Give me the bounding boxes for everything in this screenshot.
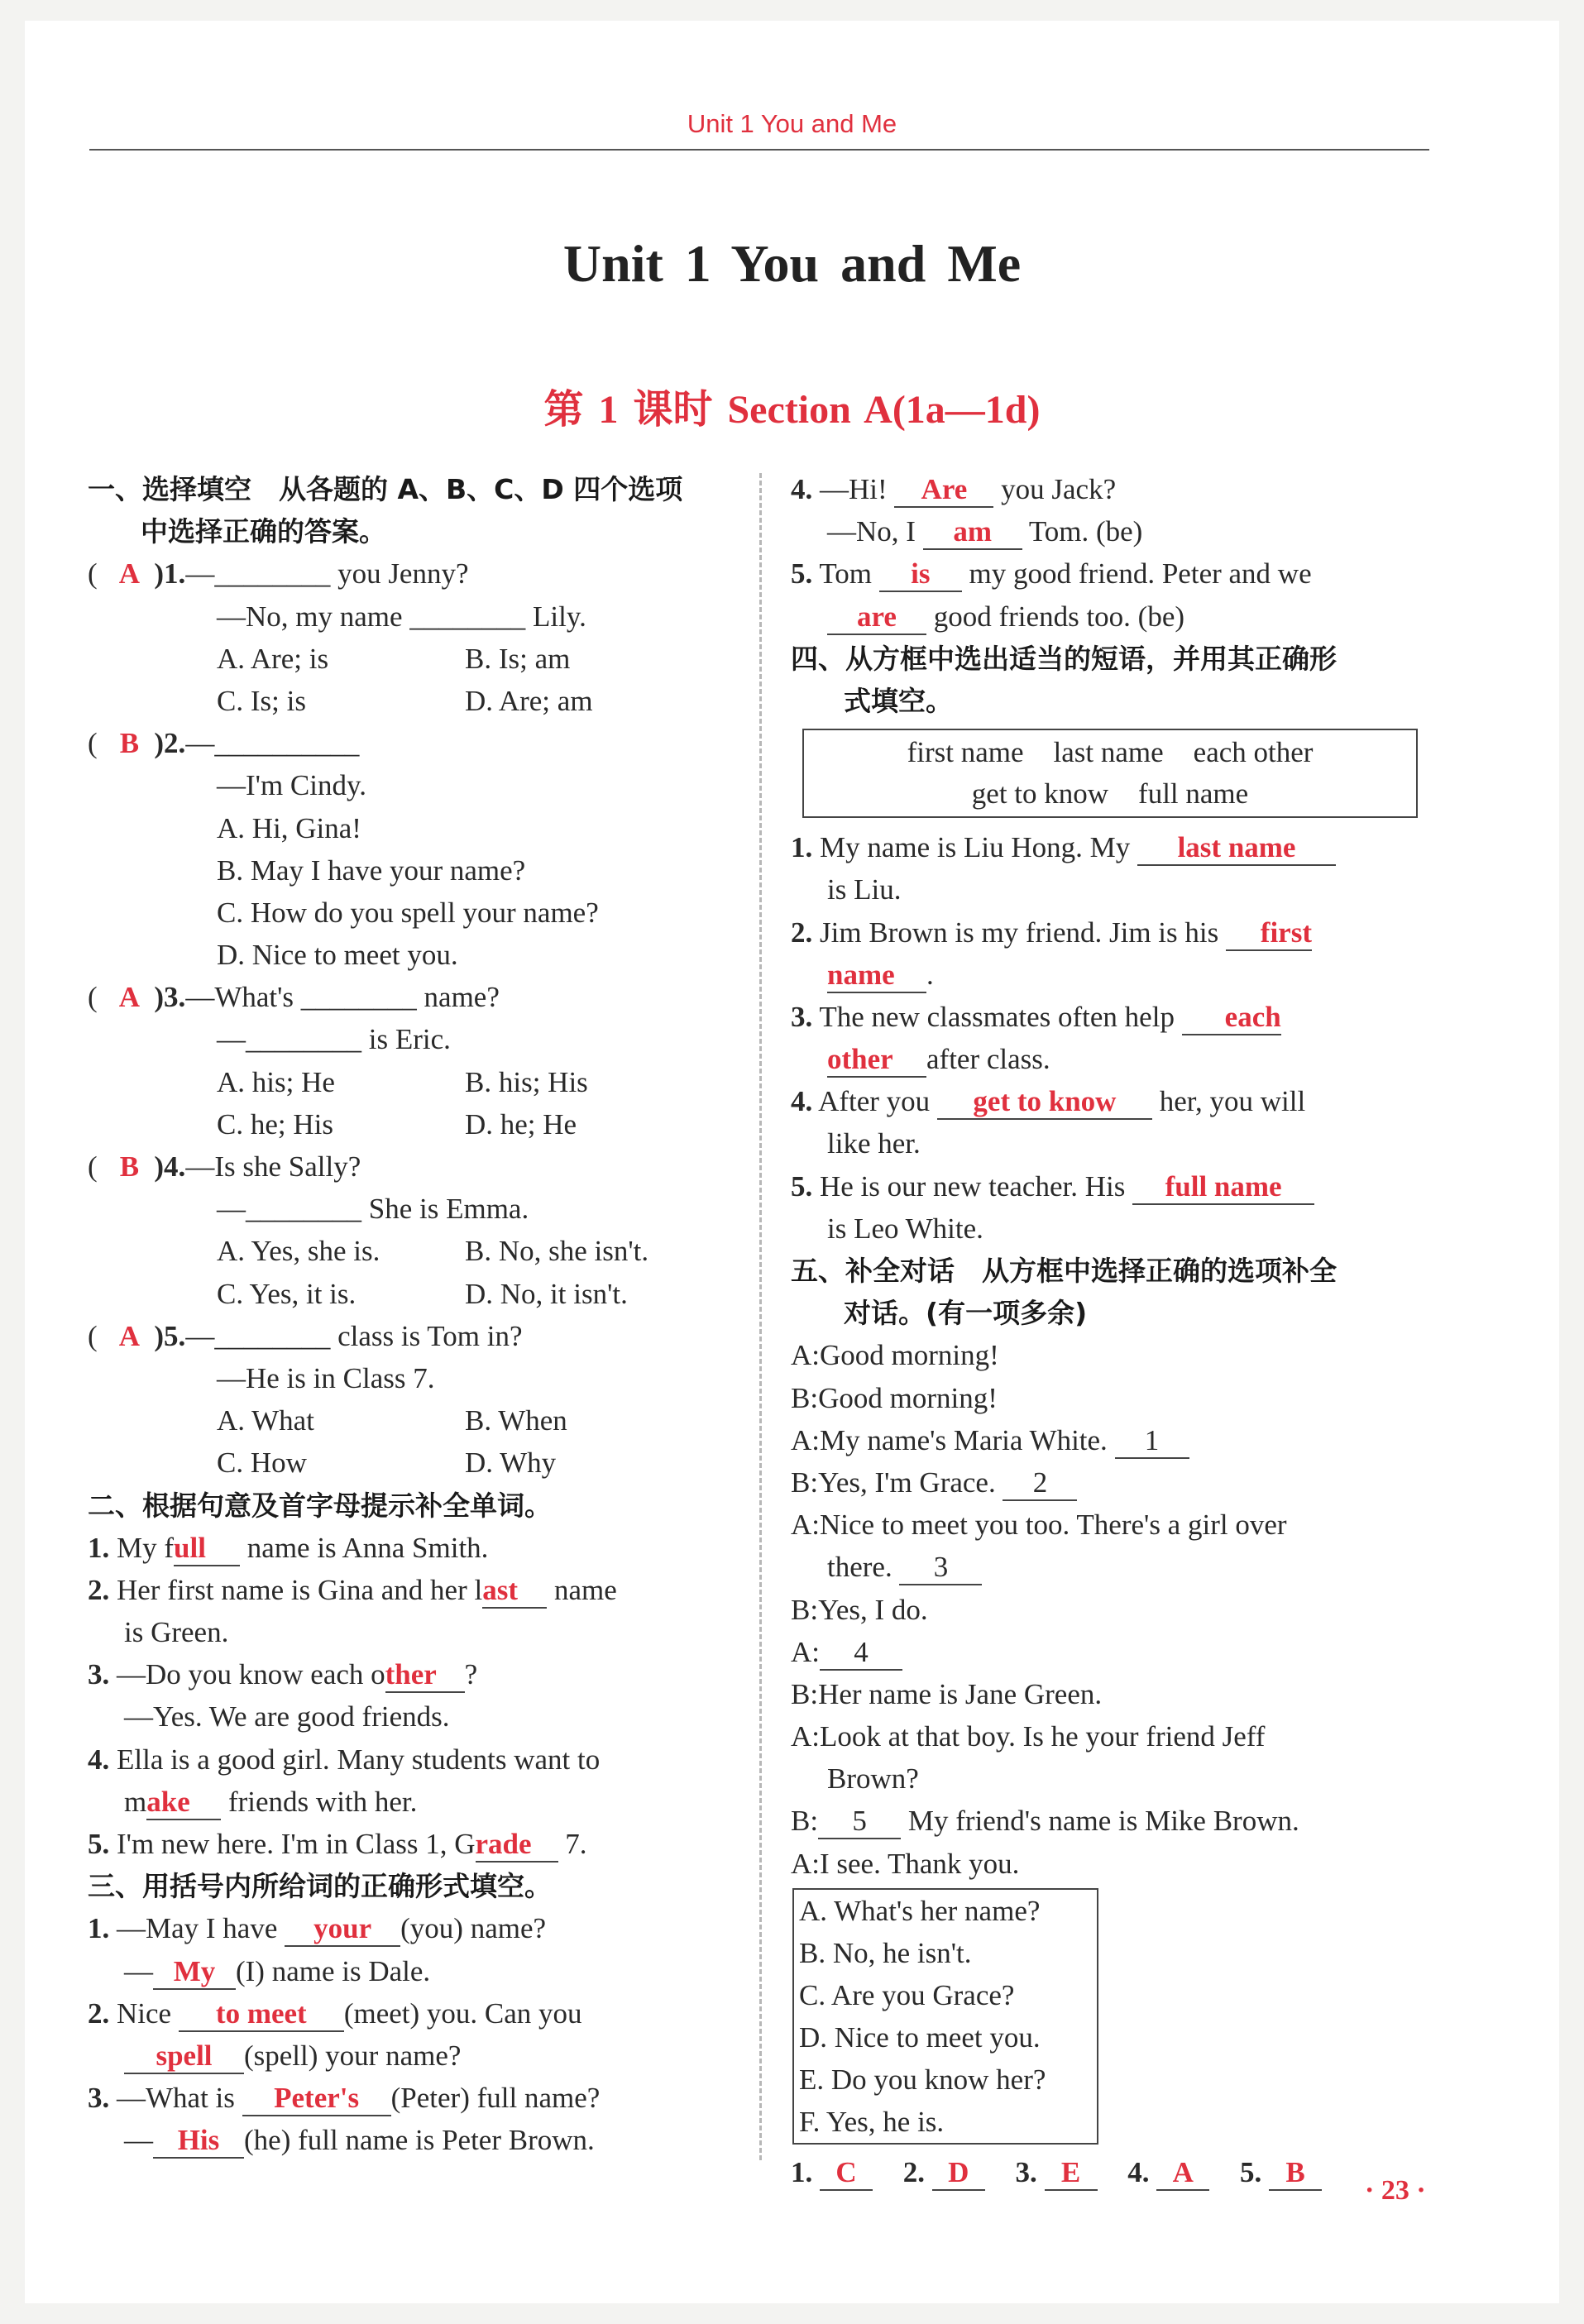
left-column [88, 468, 733, 2162]
mc-question-1: ( A )1.—________ you Jenny? [88, 552, 733, 595]
mc-question-3-options-ab: A. his; He B. his; His [217, 1065, 588, 1098]
section3-heading: 三、用括号内所给词的正确形式填空。 [88, 1870, 552, 1903]
form-answer-5b: are [827, 600, 926, 635]
mc-question-5: ( A )5.—________ class is Tom in? [88, 1315, 733, 1357]
lesson-title: 第 1 课时 Section A(1a—1d) [543, 388, 1041, 432]
phrase-question-4: 4. After you get to know her, you will [791, 1080, 1434, 1122]
phrase-answer-1: last name [1137, 831, 1336, 866]
form-answer-5a: is [879, 557, 962, 592]
dialog-line-9: B:Her name is Jane Green. [791, 1677, 1103, 1710]
form-answer-1b: My [153, 1955, 236, 1990]
mc-question-3-line2: —________ is Eric. [217, 1023, 451, 1056]
form-question-1: 1. —May I have your (you) name? [88, 1907, 733, 1949]
form-answer-4b: am [923, 515, 1022, 550]
phrase-question-5-cont: is Leo White. [827, 1212, 983, 1245]
form-answer-4a: Are [894, 473, 993, 508]
dialog-line-13: A:I see. Thank you. [791, 1847, 1020, 1880]
dialog-answer-row: 1. C 2. D 3. E 4. A 5. B [791, 2151, 1434, 2193]
dialog-answer-3: E [1045, 2156, 1098, 2191]
form-question-2: 2. Nice to meet (meet) you. Can you [88, 1992, 733, 2035]
phrase-box [802, 729, 1418, 818]
mc-question-2: ( B )2.—__________ [88, 722, 733, 764]
dialog-option-a: A. What's her name? [799, 1894, 1041, 1927]
form-answer-2b: spell [124, 2039, 244, 2074]
phrase-question-2-cont: name . [791, 954, 1434, 996]
section1-heading-cont: 中选择正确的答案。 [141, 515, 386, 548]
section1-heading: 一、选择填空 从各题的 A、B、C、D 四个选项 [88, 473, 683, 505]
mc-question-4-options-cd: C. Yes, it is. D. No, it isn't. [217, 1277, 628, 1310]
mc-answer-1: A [118, 557, 141, 591]
word-question-3-cont: —Yes. We are good friends. [124, 1700, 450, 1733]
mc-question-1-options-ab: A. Are; is B. Is; am [217, 642, 571, 675]
column-divider [759, 473, 762, 2160]
form-answer-1a: your [285, 1912, 400, 1947]
form-question-3: 3. —What is Peter's (Peter) full name? [88, 2077, 733, 2119]
phrase-answer-5: full name [1132, 1170, 1314, 1205]
phrase-question-4-cont: like her. [827, 1127, 921, 1160]
dialog-line-6: there. 3 [791, 1546, 1434, 1588]
dialog-option-b: B. No, he isn't. [799, 1936, 972, 1969]
mc-question-2-option-c: C. How do you spell your name? [217, 896, 599, 929]
phrase-answer-2a: first [1226, 916, 1312, 951]
mc-question-2-option-a: A. Hi, Gina! [217, 811, 361, 844]
word-answer-3: ther [385, 1658, 465, 1693]
mc-question-5-line2: —He is in Class 7. [217, 1361, 435, 1394]
mc-question-5-options-ab: A. What B. When [217, 1404, 567, 1437]
form-answer-2a: to meet [179, 1997, 344, 2032]
word-question-4: 4. Ella is a good girl. Many students want to [88, 1743, 601, 1776]
mc-question-2-option-d: D. Nice to meet you. [217, 939, 458, 972]
header-rule [89, 149, 1429, 151]
mc-question-4-line2: —________ She is Emma. [217, 1193, 529, 1226]
mc-answer-4: B [119, 1150, 140, 1183]
word-question-2-cont: is Green. [124, 1616, 229, 1649]
phrase-answer-2b: name [827, 959, 926, 993]
form-question-5-cont: are good friends too. (be) [791, 595, 1434, 638]
mc-question-4-options-ab: A. Yes, she is. B. No, she isn't. [217, 1235, 649, 1268]
dialog-blank-3: 3 [899, 1551, 982, 1585]
form-question-1-cont: — My (I) name is Dale. [88, 1950, 733, 1992]
running-head: Unit 1 You and Me [687, 109, 897, 138]
dialog-line-10: A:Look at that boy. Is he your friend Jeff [791, 1720, 1266, 1753]
dialog-answer-5: B [1269, 2156, 1322, 2191]
word-answer-2: ast [482, 1574, 547, 1609]
section4-heading: 四、从方框中选出适当的短语，并用其正确形 [791, 642, 1337, 675]
dialog-line-7: B:Yes, I do. [791, 1593, 928, 1626]
mc-question-1-line2: —No, my name ________ Lily. [217, 600, 586, 633]
dialog-line-11: Brown? [827, 1762, 919, 1796]
phrase-question-5: 5. He is our new teacher. His full name [791, 1165, 1434, 1207]
dialog-line-1: A:Good morning! [791, 1339, 999, 1372]
form-question-3-cont: — His (he) full name is Peter Brown. [88, 2119, 733, 2161]
word-answer-4: ake [146, 1786, 221, 1820]
word-answer-5: rade [476, 1828, 558, 1863]
phrase-question-1: 1. My name is Liu Hong. My last name [791, 826, 1434, 868]
dialog-line-5: A:Nice to meet you too. There's a girl over [791, 1509, 1287, 1542]
dialog-blank-5: 5 [818, 1805, 901, 1839]
phrase-question-2: 2. Jim Brown is my friend. Jim is his first [791, 911, 1434, 954]
phrase-answer-4: get to know [937, 1085, 1152, 1120]
dialog-blank-4: 4 [820, 1636, 902, 1671]
dialog-answer-1: C [820, 2156, 873, 2191]
dialog-answer-4: A [1156, 2156, 1209, 2191]
mc-answer-5: A [118, 1319, 141, 1352]
form-answer-3a: Peter's [242, 2082, 391, 2116]
mc-answer-3: A [118, 981, 141, 1014]
phrase-answer-3b: other [827, 1043, 926, 1078]
phrase-question-1-cont: is Liu. [827, 873, 902, 906]
form-question-2-cont: spell (spell) your name? [88, 2035, 733, 2077]
mc-question-4: ( B )4.—Is she Sally? [88, 1145, 733, 1188]
phrase-answer-3a: each [1182, 1001, 1281, 1035]
section2-heading: 二、根据句意及首字母提示补全单词。 [88, 1489, 552, 1522]
word-question-3: 3. —Do you know each other ? [88, 1653, 733, 1695]
mc-question-5-options-cd: C. How D. Why [217, 1447, 557, 1480]
dialog-blank-1: 1 [1115, 1424, 1189, 1459]
form-question-4-cont: —No, I am Tom. (be) [791, 510, 1434, 552]
mc-question-2-line2: —I'm Cindy. [217, 769, 366, 802]
phrase-box-row-1: first name last name each other [907, 736, 1314, 769]
dialog-option-d: D. Nice to meet you. [799, 2020, 1041, 2054]
mc-question-2-option-b: B. May I have your name? [217, 854, 526, 887]
phrase-question-3: 3. The new classmates often help each [791, 996, 1434, 1038]
dialog-line-8: A: 4 [791, 1631, 1434, 1673]
form-question-4: 4. —Hi! Are you Jack? [791, 468, 1434, 510]
phrase-question-3-cont: other after class. [791, 1038, 1434, 1080]
unit-title: Unit 1 You and Me [562, 234, 1022, 293]
word-question-4-cont: make friends with her. [88, 1781, 733, 1823]
mc-question-3-options-cd: C. he; His D. he; He [217, 1107, 577, 1140]
phrase-box-row-2: get to know full name [971, 777, 1249, 811]
dialog-option-f: F. Yes, he is. [799, 2105, 945, 2138]
section5-heading: 五、补全对话 从方框中选择正确的选项补全 [791, 1255, 1337, 1287]
form-question-5: 5. Tom is my good friend. Peter and we [791, 552, 1434, 595]
section4-heading-cont: 式填空。 [844, 684, 953, 717]
page-number: · 23 · [1365, 2175, 1426, 2206]
dialog-line-12: B: 5 My friend's name is Mike Brown. [791, 1800, 1434, 1842]
form-answer-3b: His [153, 2124, 244, 2159]
mc-question-3: ( A )3.—What's ________ name? [88, 976, 733, 1018]
dialog-option-c: C. Are you Grace? [799, 1978, 1015, 2011]
dialog-option-e: E. Do you know her? [799, 2063, 1046, 2096]
dialog-line-3: A:My name's Maria White. 1 [791, 1419, 1434, 1461]
word-question-5: 5. I'm new here. I'm in Class 1, Grade 7. [88, 1823, 733, 1865]
dialog-options-box [792, 1888, 1098, 2145]
mc-question-1-options-cd: C. Is; is D. Are; am [217, 684, 593, 717]
dialog-line-2: B:Good morning! [791, 1381, 998, 1414]
mc-answer-2: B [119, 727, 140, 760]
right-column [791, 468, 1434, 2193]
dialog-answer-2: D [932, 2156, 985, 2191]
section5-heading-cont: 对话。(有一项多余) [844, 1297, 1088, 1330]
word-answer-1: ull [174, 1532, 240, 1566]
word-question-1: 1. My full name is Anna Smith. [88, 1527, 733, 1569]
dialog-blank-2: 2 [1003, 1466, 1077, 1501]
word-question-2: 2. Her first name is Gina and her last name [88, 1569, 733, 1611]
dialog-line-4: B:Yes, I'm Grace. 2 [791, 1461, 1434, 1504]
